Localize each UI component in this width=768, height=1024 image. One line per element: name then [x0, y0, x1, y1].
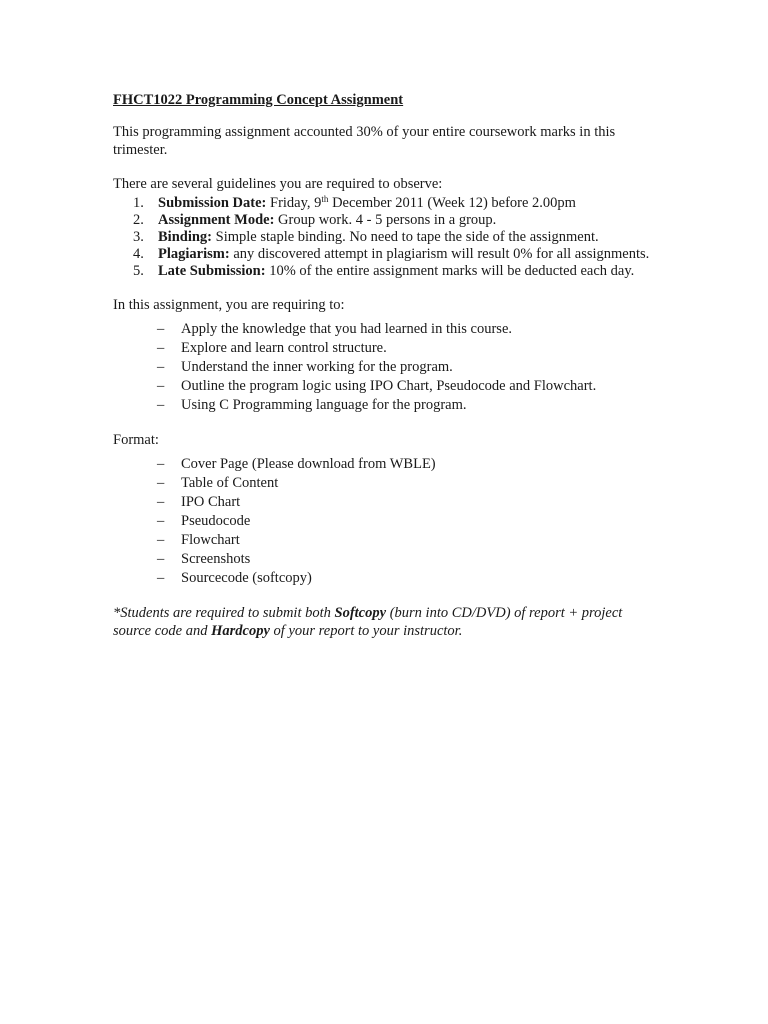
note-bold-softcopy: Softcopy [334, 605, 387, 621]
dash-bullet: – [157, 340, 165, 356]
format-item [113, 512, 655, 531]
dash-bullet: – [157, 456, 165, 472]
requirement-item [113, 358, 655, 377]
guideline-number: 2. [133, 212, 144, 228]
requirement-item [113, 377, 655, 396]
guideline-number: 5. [133, 263, 144, 279]
guideline-number: 4. [133, 246, 144, 262]
requirement-item [113, 396, 655, 415]
guideline-text: Simple staple binding. No need to tape the side of the assignment. [212, 229, 599, 245]
guidelines-intro: There are several guidelines you are required to observe: [113, 176, 443, 192]
guideline-label: Assignment Mode: [158, 212, 275, 228]
guideline-text: any discovered attempt in plagiarism will result 0% for all assignments. [229, 246, 650, 262]
format-text: Cover Page (Please download from WBLE) [181, 456, 436, 472]
guideline-text: December 2011 (Week 12) before 2.00pm [328, 195, 576, 211]
guideline-item [113, 212, 655, 229]
note-text: *Students are required to submit both [113, 605, 335, 621]
dash-bullet: – [157, 378, 165, 394]
dash-bullet: – [157, 321, 165, 337]
guideline-number: 3. [133, 229, 144, 245]
dash-bullet: – [157, 475, 165, 491]
guideline-number: 1. [133, 195, 144, 211]
intro-paragraph: This programming assignment accounted 30% of your entire coursework marks in this trimester. [113, 124, 616, 158]
submission-note [113, 604, 655, 640]
requirement-text: Using C Programming language for the program. [181, 397, 467, 413]
guideline-text: 10% of the entire assignment marks will be deducted each day. [265, 263, 635, 279]
requirement-text: Explore and learn control structure. [181, 340, 387, 356]
format-text: Table of Content [181, 475, 279, 491]
guideline-superscript: th [321, 194, 329, 204]
dash-bullet: – [157, 359, 165, 375]
document-page [113, 91, 655, 640]
guideline-item [113, 195, 655, 212]
guideline-text: Friday, 9 [266, 195, 322, 211]
dash-bullet: – [157, 494, 165, 510]
format-text: Sourcecode (softcopy) [181, 570, 312, 586]
format-item [113, 493, 655, 512]
requirement-text: Outline the program logic using IPO Chart, Pseudocode and Flowchart. [181, 378, 597, 394]
guidelines-list [113, 195, 655, 280]
note-bold-hardcopy: Hardcopy [211, 623, 270, 639]
document-title: FHCT1022 Programming Concept Assignment [113, 92, 404, 108]
guideline-item [113, 263, 655, 280]
guideline-label: Plagiarism: [158, 246, 230, 262]
format-intro: Format: [113, 432, 159, 448]
guideline-item [113, 229, 655, 246]
dash-bullet: – [157, 513, 165, 529]
requirements-intro: In this assignment, you are requiring to: [113, 297, 345, 313]
dash-bullet: – [157, 570, 165, 586]
requirement-text: Understand the inner working for the program. [181, 359, 453, 375]
guideline-label: Submission Date: [158, 195, 267, 211]
format-item [113, 550, 655, 569]
dash-bullet: – [157, 551, 165, 567]
format-item [113, 455, 655, 474]
guideline-text: Group work. 4 - 5 persons in a group. [274, 212, 497, 228]
format-text: IPO Chart [181, 494, 241, 510]
dash-bullet: – [157, 532, 165, 548]
format-item [113, 531, 655, 550]
guideline-label: Late Submission: [158, 263, 266, 279]
guideline-item [113, 246, 655, 263]
format-list [113, 455, 655, 588]
note-text: of your report to your instructor. [269, 623, 463, 639]
requirement-item [113, 320, 655, 339]
format-item [113, 474, 655, 493]
guideline-label: Binding: [158, 229, 212, 245]
dash-bullet: – [157, 397, 165, 413]
format-text: Screenshots [181, 551, 251, 567]
format-item [113, 569, 655, 588]
format-text: Flowchart [181, 532, 240, 548]
note-text: (burn into CD/DVD) of report + project source code and [113, 605, 623, 639]
requirement-item [113, 339, 655, 358]
requirements-list [113, 320, 655, 415]
format-text: Pseudocode [181, 513, 251, 529]
requirement-text: Apply the knowledge that you had learned in this course. [181, 321, 513, 337]
